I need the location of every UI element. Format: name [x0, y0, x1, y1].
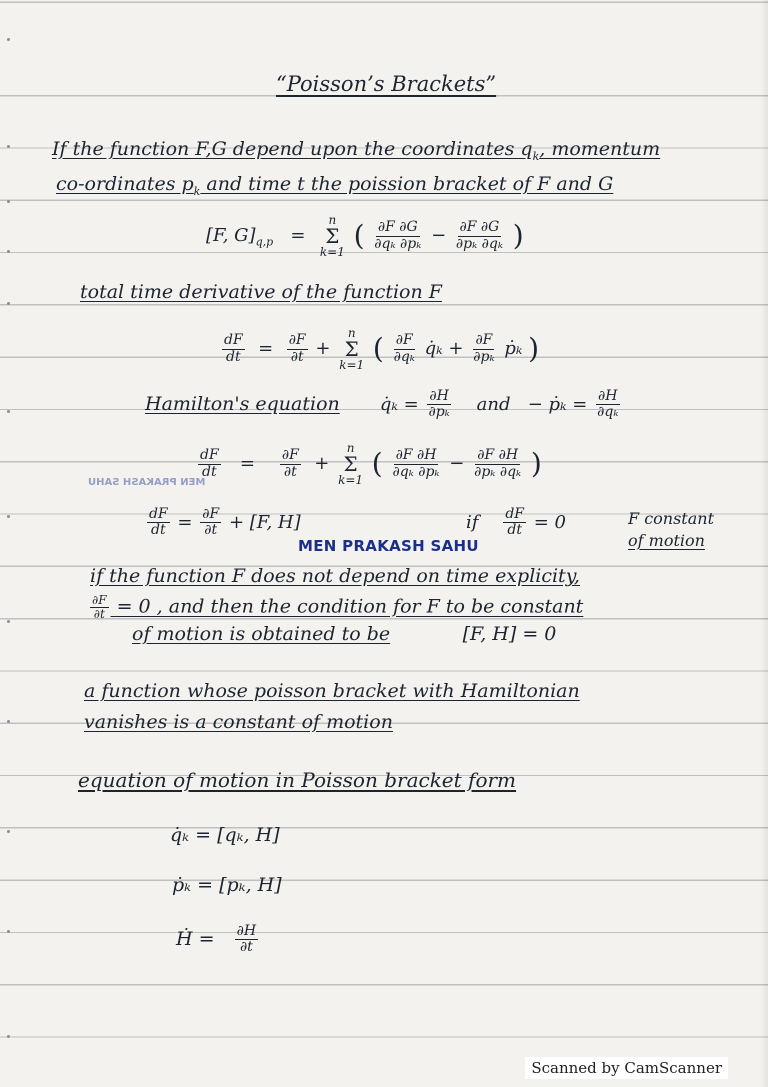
stamp-author: MEN PRAKASH SAHU — [298, 537, 479, 555]
paragraph-2-line-1: if the function F does not depend on time explicity, — [90, 565, 580, 587]
equation-total-derivative: $\frac{dF}{dt}$ = $\frac{\partial F}{\partial t}$ + n Σ k=1 ( $\frac{\partial F}{\text{∂qₖ}}$ q̇ₖ + $\frac{\partial F}{\text{∂pₖ}}$ ṗₖ ) — [224, 326, 540, 372]
paragraph-1-line-1: If the function F,G depend upon the coordinates $q_k$, momentum — [52, 138, 661, 163]
paragraph-2-line-2: $\frac{\partial F}{\partial t}$ = 0 , and then the condition for F to be constant — [92, 593, 584, 622]
summation: n Σ k=1 — [319, 213, 345, 259]
equation-hdot: Ḣ = $\frac{\partial H}{\partial t}$ — [176, 923, 257, 956]
paragraph-3-line-1: a function whose poisson bracket with Hamiltonian — [84, 680, 580, 702]
line-total-time-derivative: total time derivative of the function F — [80, 281, 442, 303]
condition-dfdt-zero: if $\frac{dF}{dt}$ = 0 — [466, 506, 566, 539]
equation-pdot: ṗₖ = [pₖ, H] — [172, 874, 282, 896]
equation-qdot: q̇ₖ = [qₖ, H] — [170, 824, 280, 846]
equation-poisson-bracket: [F, $G]_{q,p}$ = n Σ k=1 ( $\frac{\partial F \partial G}{\text{∂qₖ ∂pₖ}}$ − $\frac{\partial F \partial G}{\text{∂pₖ ∂qₖ}}$ ) — [206, 213, 524, 259]
scanner-watermark: Scanned by CamScanner — [525, 1057, 728, 1079]
hamiltons-equation: Hamilton's equation q̇ₖ = $\frac{\partial H}{\text{∂pₖ}}$ and − ṗₖ = $\frac{\partial H}{\text{∂qₖ}}$ — [145, 388, 619, 421]
paragraph-2-line-3: of motion is obtained to be [F, H] = 0 — [132, 623, 557, 645]
paragraph-3-line-2: vanishes is a constant of motion — [84, 711, 393, 733]
page-title: “Poisson’s Brackets” — [276, 72, 497, 96]
constant-of-motion-note: F constant of motion — [628, 509, 714, 550]
paragraph-1-line-2: co-ordinates $p_k$ and time t the poission bracket of F and G — [56, 173, 614, 198]
equation-bracket-form: $\frac{dF}{dt}$ = $\frac{\partial F}{\partial t}$ + [F, H] — [149, 506, 301, 539]
equation-substituted: $\frac{dF}{dt}$ = $\frac{\partial F}{\partial t}$ + n Σ k=1 ( $\frac{\partial F \partial H}{\text{∂qₖ ∂pₖ}}$ − $\frac{\partial F \partial H}{\text{∂pₖ ∂qₖ}}$ ) — [200, 441, 542, 487]
stamp-bleed-through: MEN PRAKASH SAHU — [88, 477, 206, 488]
line-equation-of-motion: equation of motion in Poisson bracket form — [78, 768, 517, 792]
